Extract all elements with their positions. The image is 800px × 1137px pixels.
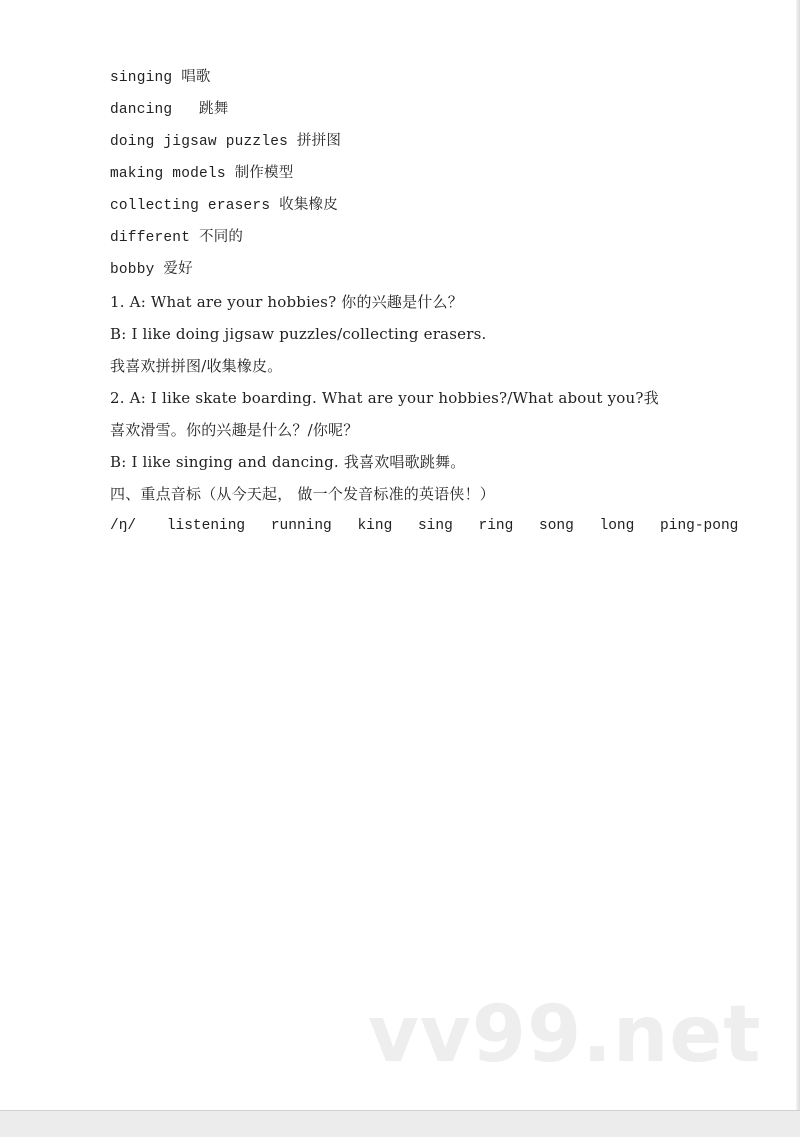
vocab-line: dancing 跳舞 [110, 102, 229, 118]
phonics-word: song [539, 518, 574, 534]
phonics-word: running [270, 518, 332, 534]
dialog-answer-2: B: I like singing and dancing. 我喜欢唱歌跳舞。 [110, 453, 466, 471]
phonics-word: ring [478, 518, 514, 534]
page-edge-shadow [796, 0, 800, 1110]
phonics-word: listening [166, 518, 246, 534]
phonics-row [110, 510, 750, 542]
phonics-word: long [599, 518, 635, 534]
document-content [110, 62, 750, 542]
phonics-word: sing [417, 518, 453, 534]
watermark: vv99.net [368, 990, 762, 1080]
vocab-line: bobby 爱好 [110, 262, 193, 278]
vocab-line: doing jigsaw puzzles 拼拼图 [110, 134, 342, 150]
vocab-line: making models 制作模型 [110, 166, 294, 182]
vocab-line: singing 唱歌 [110, 70, 211, 86]
dialog-answer-1-english: B: I like doing jigsaw puzzles/collecting erasers. [110, 325, 487, 343]
section-heading: 四、重点音标（从今天起， 做一个发音标准的英语侠！） [110, 485, 495, 503]
phonics-word: ping-pong [660, 518, 739, 534]
dialog-question-1: 1. A: What are your hobbies? 你的兴趣是什么？ [110, 293, 463, 311]
vocab-line: different 不同的 [110, 230, 244, 246]
phonetic-symbol: /ŋ/ [110, 518, 137, 534]
dialog-question-2-continued: 喜欢滑雪。你的兴趣是什么？/你呢？ [110, 421, 359, 439]
phonics-word: king [357, 518, 393, 534]
dialog-answer-1-chinese: 我喜欢拼拼图/收集橡皮。 [110, 357, 283, 375]
bottom-scroll-area [0, 1110, 800, 1137]
dialog-question-2: 2. A: I like skate boarding. What are your hobbies?/What about you?我 [110, 389, 659, 407]
vocab-line: collecting erasers 收集橡皮 [110, 198, 338, 214]
